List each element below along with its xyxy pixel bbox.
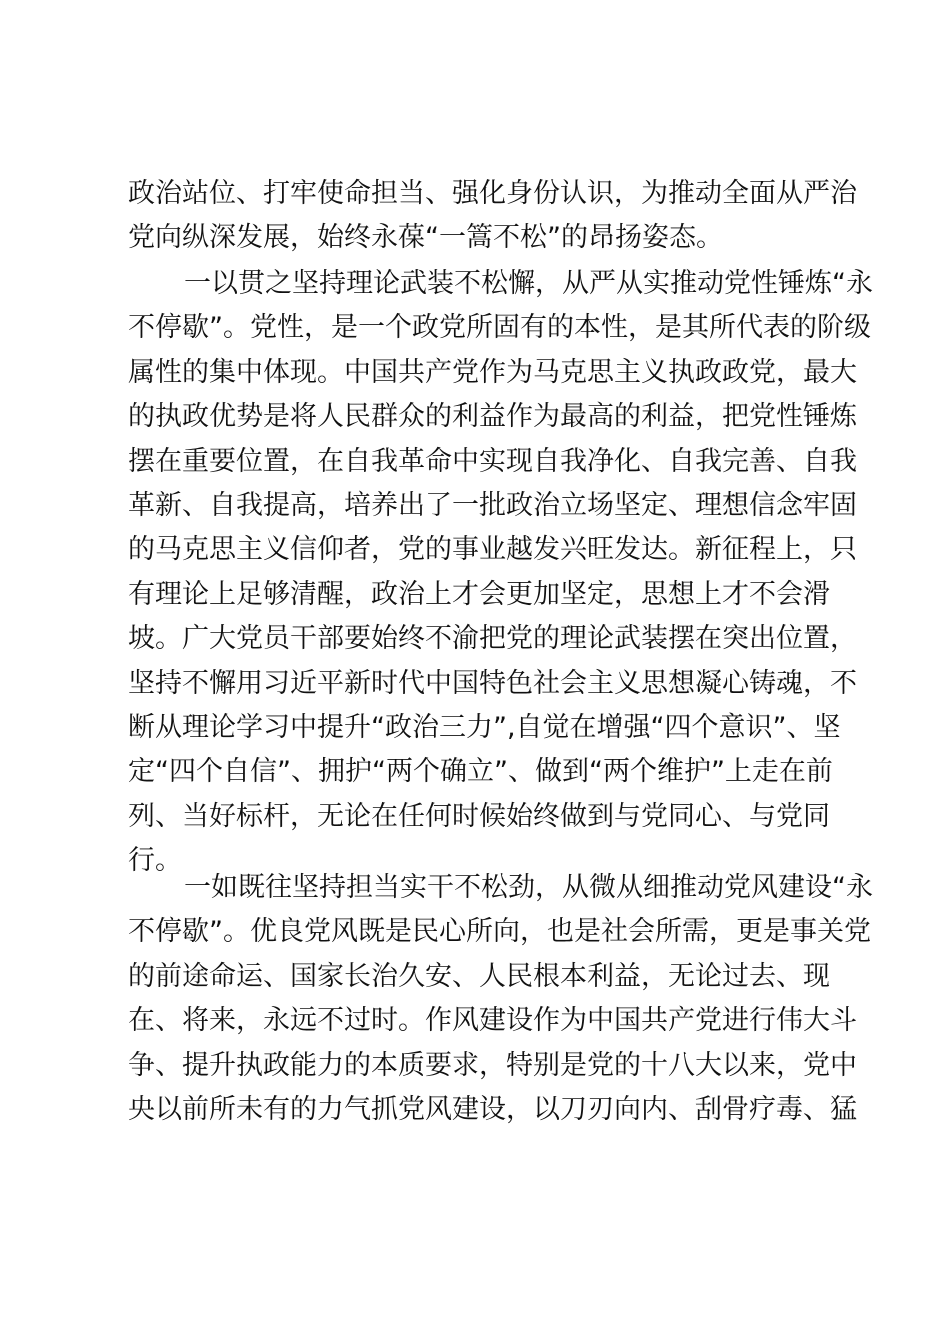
paragraph-theory-armament [128, 262, 873, 883]
text-line: 央以前所未有的力气抓党风建设，以刀刃向内、刮骨疗毒、猛 [128, 1093, 857, 1125]
text-line: 政治站位、打牢使命担当、强化身份认识，为推动全面从严治 [128, 178, 857, 209]
text-line: 不停歇”。党性，是一个政党所固有的本性，是其所代表的阶级 [128, 312, 871, 344]
text-line: 一如既往坚持担当实干不松劲，从微从细推动党风建设“永 [184, 872, 873, 903]
text-line: 党向纵深发展，始终永葆“一篙不松”的昂扬姿态。 [128, 222, 723, 254]
text-line: 摆在重要位置，在自我革命中实现自我净化、自我完善、自我 [128, 445, 857, 477]
text-line: 在、将来，永远不过时。作风建设作为中国共产党进行伟大斗 [128, 1005, 857, 1037]
text-line: 属性的集中体现。中国共产党作为马克思主义执政政党，最大 [128, 356, 857, 388]
text-line: 断从理论学习中提升“政治三力”,自觉在增强“四个意识”、坚 [128, 711, 841, 743]
text-line: 争、提升执政能力的本质要求，特别是党的十八大以来，党中 [128, 1049, 857, 1081]
text-line: 坡。广大党员干部要始终不渝把党的理论武装摆在突出位置， [128, 623, 857, 655]
text-line: 行。 [128, 845, 182, 877]
text-line: 的前途命运、国家长治久安、人民根本利益，无论过去、现 [128, 960, 830, 992]
text-line: 的马克思主义信仰者，党的事业越发兴旺发达。新征程上，只 [128, 534, 857, 566]
intro-paragraph [128, 172, 857, 261]
text-line: 革新、自我提高，培养出了一批政治立场坚定、理想信念牢固 [128, 489, 857, 521]
text-line: 坚持不懈用习近平新时代中国特色社会主义思想凝心铸魂，不 [128, 667, 857, 699]
text-line: 定“四个自信”、拥护“两个确立”、做到“两个维护”上走在前 [128, 756, 833, 788]
text-line: 的执政优势是将人民群众的利益作为最高的利益，把党性锤炼 [128, 401, 857, 433]
text-line: 一以贯之坚持理论武装不松懈，从严从实推动党性锤炼“永 [184, 268, 873, 299]
text-line: 不停歇”。优良党风既是民心所向，也是社会所需，更是事关党 [128, 916, 871, 948]
text-line: 有理论上足够清醒，政治上才会更加坚定，思想上才不会滑 [128, 578, 830, 610]
text-line: 列、当好标杆，无论在任何时候始终做到与党同心、与党同 [128, 800, 830, 832]
paragraph-party-conduct [128, 866, 873, 1132]
